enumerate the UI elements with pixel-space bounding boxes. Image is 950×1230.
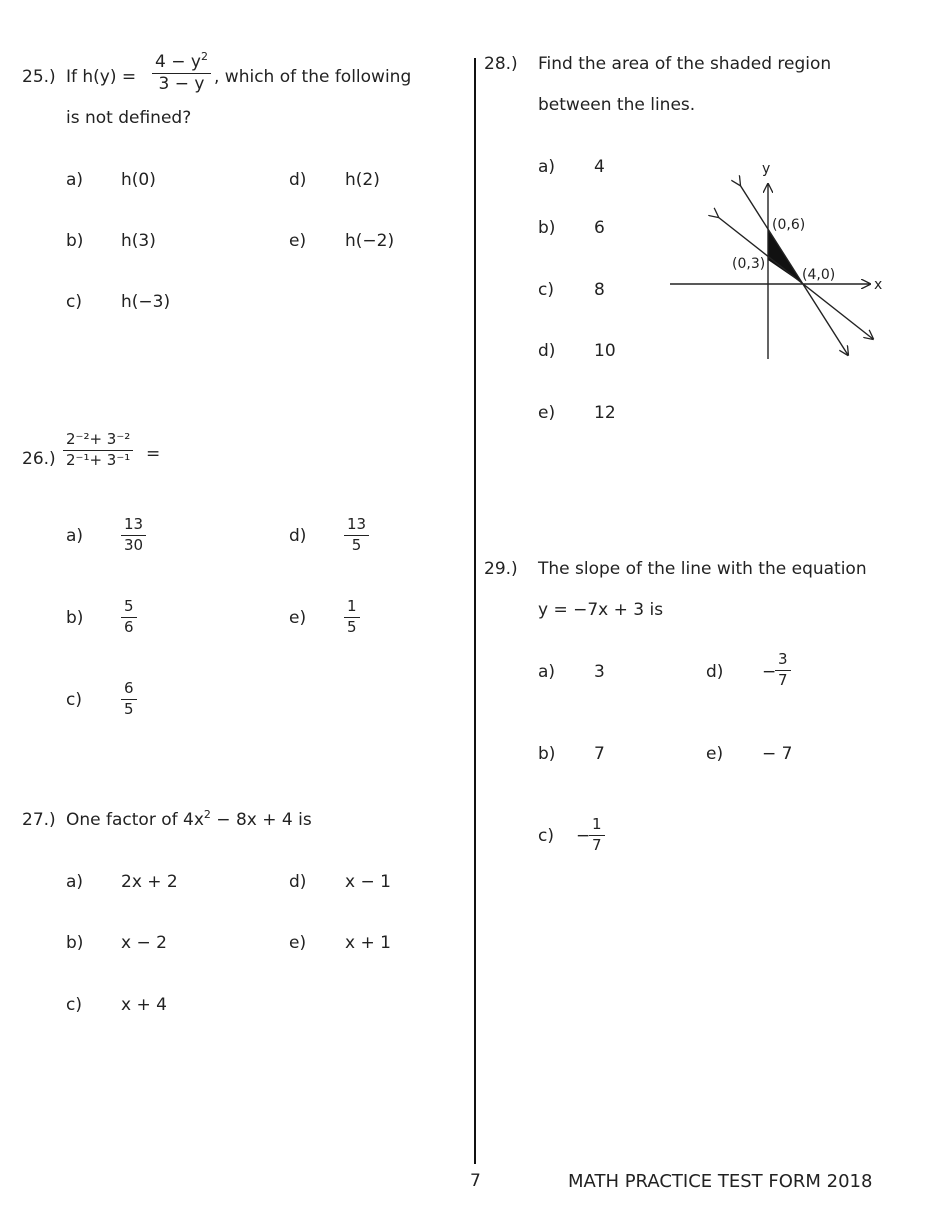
option-value: x − 1 bbox=[345, 872, 391, 892]
option-letter: c) bbox=[66, 292, 82, 312]
fraction-denominator: 3 − y bbox=[158, 74, 205, 94]
option-sign: − bbox=[762, 662, 777, 682]
fraction-denominator: 6 bbox=[124, 618, 134, 636]
fraction-denominator: 5 bbox=[347, 618, 357, 636]
fraction-numerator: 13 bbox=[121, 516, 146, 536]
fraction-denominator: 30 bbox=[124, 536, 144, 554]
fraction-numerator: 3 bbox=[775, 651, 791, 671]
fraction-numerator: 6 bbox=[121, 680, 137, 700]
question-text-suffix: , which of the following bbox=[214, 67, 412, 87]
option-value: h(0) bbox=[121, 170, 156, 190]
column-divider bbox=[474, 58, 476, 1164]
fraction-numerator: 1 bbox=[344, 598, 360, 618]
option-value: 4 bbox=[594, 157, 605, 177]
option-value: 12 bbox=[594, 403, 616, 423]
option-letter: e) bbox=[538, 403, 556, 423]
option-fraction bbox=[775, 651, 791, 689]
option-fraction bbox=[344, 598, 360, 636]
option-fraction bbox=[589, 816, 605, 854]
point-label-0-3: (0,3) bbox=[732, 256, 766, 272]
option-fraction bbox=[121, 598, 137, 636]
function-fraction bbox=[152, 50, 211, 94]
question-number: 25.) bbox=[22, 67, 56, 87]
option-value: 7 bbox=[594, 744, 605, 764]
option-letter: c) bbox=[66, 690, 82, 710]
question-number: 27.) bbox=[22, 810, 56, 830]
option-sign: − bbox=[576, 826, 591, 846]
y-axis-label: y bbox=[762, 161, 771, 177]
expression-fraction bbox=[63, 431, 133, 469]
option-value: 6 bbox=[594, 218, 605, 238]
option-letter: a) bbox=[66, 526, 84, 546]
option-letter: b) bbox=[66, 933, 84, 953]
option-value: 8 bbox=[594, 280, 605, 300]
option-value: x − 2 bbox=[121, 933, 167, 953]
shallow-line bbox=[718, 217, 873, 339]
fraction-denominator: 7 bbox=[778, 671, 788, 689]
option-letter: c) bbox=[66, 995, 82, 1015]
question-text-b: − 8x + 4 is bbox=[210, 810, 312, 830]
question-text-a: One factor of 4x bbox=[66, 810, 204, 830]
fraction-denominator: 7 bbox=[592, 836, 602, 854]
option-letter: d) bbox=[706, 662, 724, 682]
option-letter: a) bbox=[538, 662, 556, 682]
question-text-line1: Find the area of the shaded region bbox=[538, 54, 832, 74]
option-fraction bbox=[121, 680, 137, 718]
option-letter: a) bbox=[66, 872, 84, 892]
option-value: x + 1 bbox=[345, 933, 391, 953]
question-text-line2: between the lines. bbox=[538, 95, 696, 115]
footer-title: MATH PRACTICE TEST FORM 2018 bbox=[568, 1171, 873, 1192]
option-value: 2x + 2 bbox=[121, 872, 178, 892]
option-value: x + 4 bbox=[121, 995, 167, 1015]
option-value: h(−2) bbox=[345, 231, 395, 251]
option-letter: d) bbox=[538, 341, 556, 361]
fraction-numerator: 2⁻²+ 3⁻² bbox=[63, 431, 133, 451]
fraction-denominator: 5 bbox=[124, 700, 134, 718]
coordinate-graph-figure bbox=[660, 152, 890, 367]
option-letter: a) bbox=[538, 157, 556, 177]
option-letter: e) bbox=[289, 608, 307, 628]
question-text-line2: is not defined? bbox=[66, 108, 192, 128]
question-text bbox=[66, 810, 312, 830]
fraction-numerator: 4 − y bbox=[155, 52, 201, 72]
option-letter: b) bbox=[66, 608, 84, 628]
option-letter: e) bbox=[289, 933, 307, 953]
option-value: − 7 bbox=[762, 744, 793, 764]
option-value: h(3) bbox=[121, 231, 156, 251]
exponent: 2 bbox=[203, 808, 211, 821]
fraction-numerator: 13 bbox=[344, 516, 369, 536]
option-letter: c) bbox=[538, 280, 554, 300]
point-label-4-0: (4,0) bbox=[802, 267, 836, 283]
option-letter: d) bbox=[289, 526, 307, 546]
point-label-0-6: (0,6) bbox=[772, 217, 806, 233]
fraction-numerator: 5 bbox=[121, 598, 137, 618]
question-number: 28.) bbox=[484, 54, 518, 74]
option-letter: e) bbox=[706, 744, 724, 764]
option-value: h(−3) bbox=[121, 292, 171, 312]
question-text-line2: y = −7x + 3 is bbox=[538, 600, 664, 620]
option-letter: d) bbox=[289, 872, 307, 892]
equals-sign: = bbox=[146, 444, 161, 464]
question-text-prefix: If h(y) = bbox=[66, 67, 137, 87]
exponent: 2 bbox=[200, 50, 208, 63]
option-letter: c) bbox=[538, 826, 554, 846]
option-fraction bbox=[344, 516, 369, 554]
option-fraction bbox=[121, 516, 146, 554]
x-axis-label: x bbox=[874, 277, 883, 293]
question-number: 29.) bbox=[484, 559, 518, 579]
option-letter: a) bbox=[66, 170, 84, 190]
option-value: h(2) bbox=[345, 170, 380, 190]
page-number: 7 bbox=[470, 1171, 481, 1191]
question-number: 26.) bbox=[22, 449, 56, 469]
option-value: 10 bbox=[594, 341, 616, 361]
fraction-denominator: 5 bbox=[351, 536, 362, 554]
option-letter: b) bbox=[538, 744, 556, 764]
option-letter: d) bbox=[289, 170, 307, 190]
option-letter: b) bbox=[538, 218, 556, 238]
fraction-numerator: 1 bbox=[589, 816, 605, 836]
option-value: 3 bbox=[594, 662, 605, 682]
question-text-line1: The slope of the line with the equation bbox=[538, 559, 867, 579]
fraction-denominator: 2⁻¹+ 3⁻¹ bbox=[66, 451, 131, 469]
option-letter: b) bbox=[66, 231, 84, 251]
option-letter: e) bbox=[289, 231, 307, 251]
